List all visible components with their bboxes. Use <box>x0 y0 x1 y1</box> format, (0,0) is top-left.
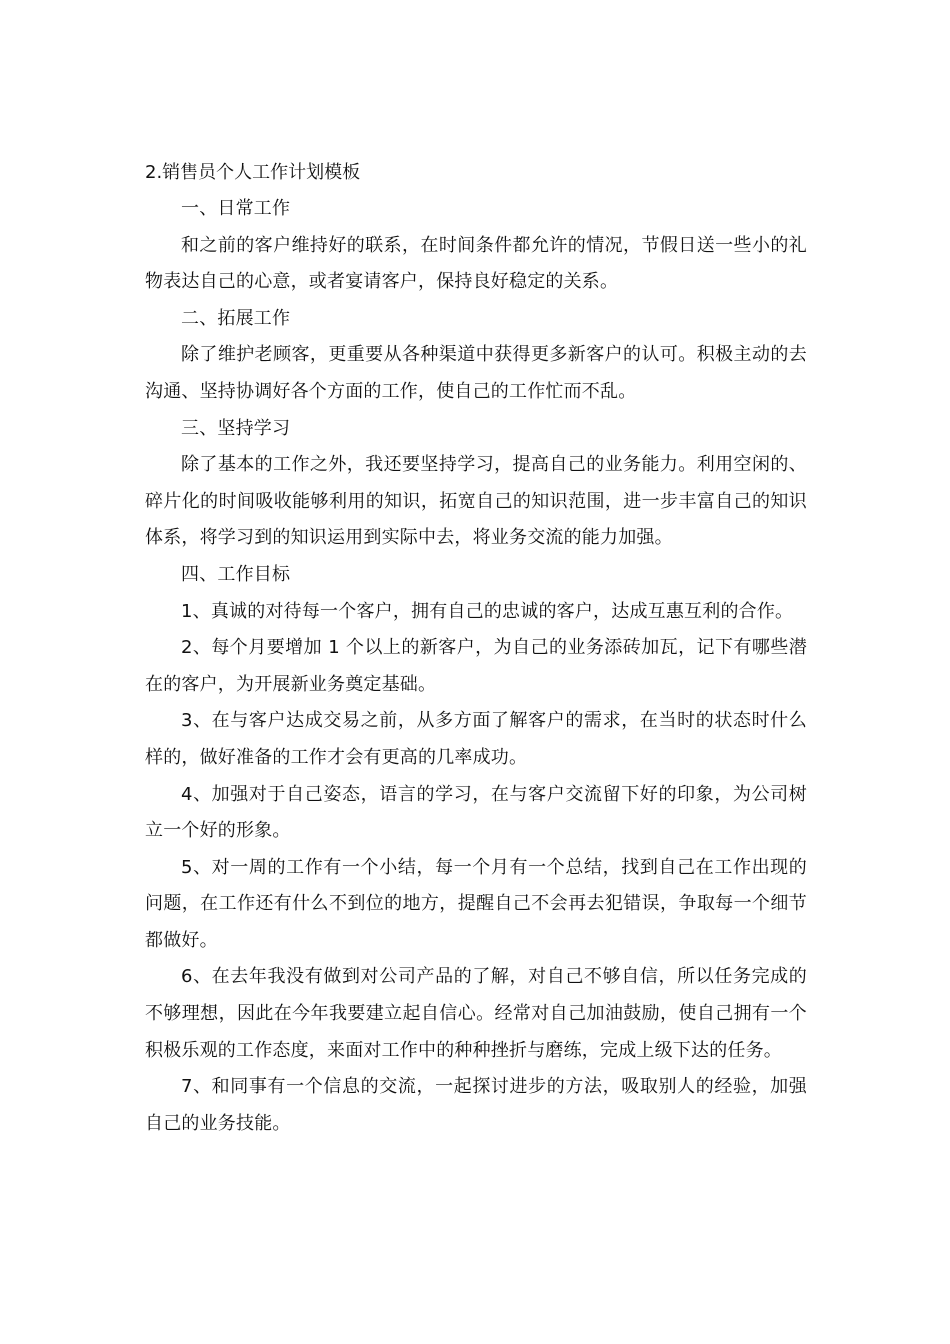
section-heading-daily-work: 一、日常工作 <box>181 198 291 219</box>
section-heading-learning: 三、坚持学习 <box>181 417 291 439</box>
goal-item-3: 3、在与客户达成交易之前，从多方面了解客户的需求，在当时的状态时什么样的，做好准备的工作才会有更高的几率成功。 <box>145 710 807 768</box>
section-heading-goals: 四、工作目标 <box>181 563 291 585</box>
goal-item-6: 6、在去年我没有做到对公司产品的了解，对自己不够自信，所以任务完成的不够理想，因此在今年我要建立起自信心。经常对自己加油鼓励，使自己拥有一个积极乐观的工作态度，来面对工作中的种种挫折与磨练，完成上级下达的任务。 <box>145 966 807 1061</box>
goal-item-4: 4、加强对于自己姿态，语言的学习，在与客户交流留下好的印象，为公司树立一个好的形象。 <box>145 783 807 842</box>
section-heading-expansion: 二、拓展工作 <box>181 307 291 329</box>
goal-item-2: 2、每个月要增加 1 个以上的新客户，为自己的业务添砖加瓦，记下有哪些潜在的客户，为开展新业务奠定基础。 <box>145 637 807 695</box>
goal-item-1: 1、真诚的对待每一个客户，拥有自己的忠诚的客户，达成互惠互利的合作。 <box>181 600 794 622</box>
document-body <box>145 155 807 1142</box>
paragraph-learning: 除了基本的工作之外，我还要坚持学习，提高自己的业务能力。利用空闲的、碎片化的时间吸收能够利用的知识，拓宽自己的知识范围，进一步丰富自己的知识体系，将学习到的知识运用到实际中去，将业务交流的能力加强。 <box>145 454 807 549</box>
goal-item-5: 5、对一周的工作有一个小结，每一个月有一个总结，找到自己在工作出现的问题，在工作还有什么不到位的地方，提醒自己不会再去犯错误，争取每一个细节都做好。 <box>145 856 807 951</box>
paragraph-expansion: 除了维护老顾客，更重要从各种渠道中获得更多新客户的认可。积极主动的去沟通、坚持协调好各个方面的工作，使自己的工作忙而不乱。 <box>145 344 807 402</box>
document-title: 2.销售员个人工作计划模板 <box>145 162 361 183</box>
paragraph-daily-work: 和之前的客户维持好的联系，在时间条件都允许的情况，节假日送一些小的礼物表达自己的心意，或者宴请客户，保持良好稳定的关系。 <box>145 234 807 293</box>
goal-item-7: 7、和同事有一个信息的交流，一起探讨进步的方法，吸取别人的经验，加强自己的业务技能。 <box>145 1076 807 1134</box>
